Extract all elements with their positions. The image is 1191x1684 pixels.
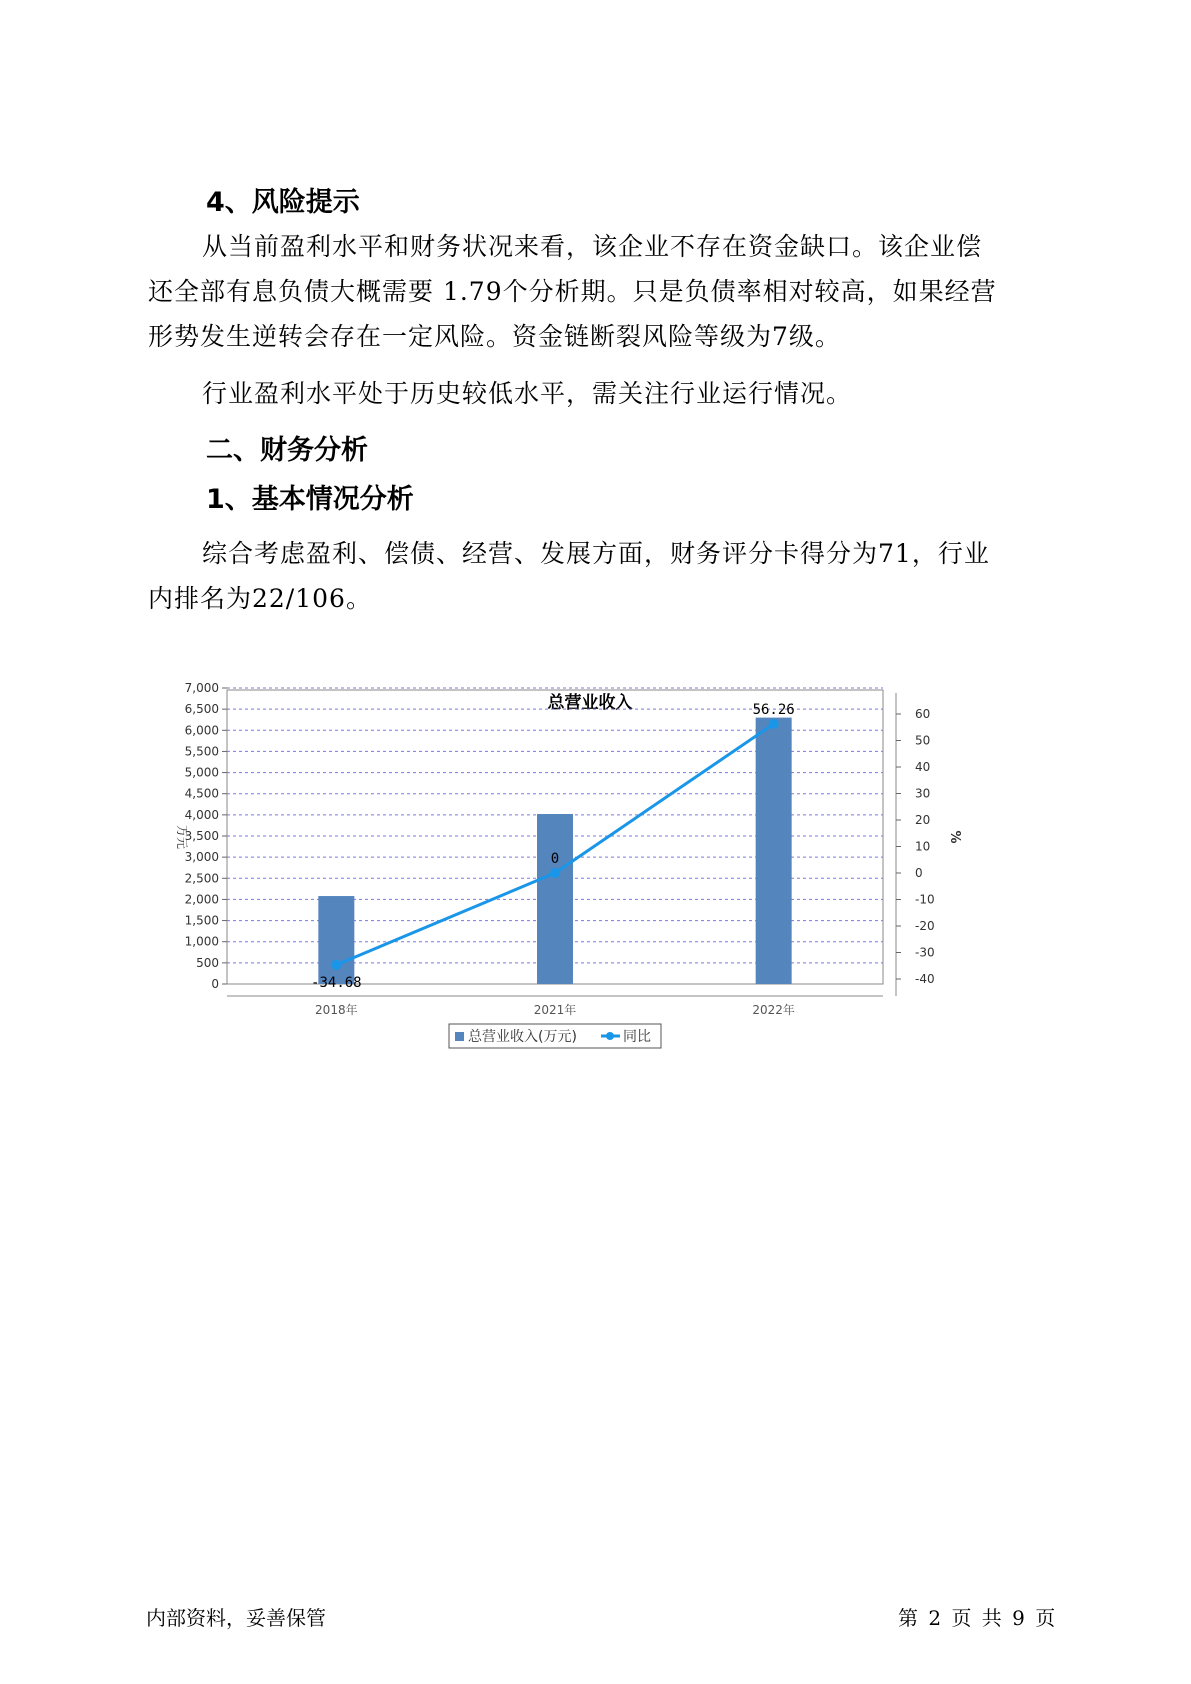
revenue-bar	[318, 896, 354, 984]
yoy-point	[331, 960, 341, 970]
y-tick-label: 5,000	[184, 765, 219, 780]
score-paragraph-line: 内排名为22/106。	[148, 584, 372, 613]
y2-tick-label: 40	[915, 760, 931, 774]
legend-bar-swatch	[455, 1032, 464, 1041]
y-tick-label: 1,500	[184, 913, 219, 928]
y2-tick-label: 10	[915, 839, 931, 854]
y-tick-label: 7,000	[184, 681, 219, 695]
x-tick-label: 2022年	[752, 1003, 795, 1017]
revenue-chart	[170, 680, 990, 1160]
risk-paragraph-line: 还全部有息负债大概需要 1.79个分析期。只是负债率相对较高，如果经营	[148, 277, 997, 306]
x-tick-label: 2021年	[533, 1003, 577, 1017]
footer-page-number: 第 2 页 共 9 页	[898, 1606, 1056, 1630]
risk-paragraph-line: 形势发生逆转会存在一定风险。资金链断裂风险等级为7级。	[148, 322, 841, 351]
y2-tick-label: -10	[915, 892, 935, 907]
y2-tick-label: 50	[915, 733, 931, 748]
footer-confidential-note: 内部资料，妥善保管	[146, 1606, 326, 1630]
y-tick-label: 1,000	[184, 934, 219, 949]
risk-paragraph	[148, 224, 1058, 359]
y2-tick-label: 30	[915, 786, 931, 801]
y-tick-label: 2,500	[184, 871, 219, 886]
risk-paragraph-line: 从当前盈利水平和财务状况来看，该企业不存在资金缺口。该企业偿	[202, 232, 983, 261]
score-paragraph	[148, 531, 1058, 621]
section-heading-financial-analysis: 二、财务分析	[206, 435, 368, 466]
yoy-data-label: 56.26	[752, 701, 795, 718]
industry-paragraph-line: 行业盈利水平处于历史较低水平，需关注行业运行情况。	[202, 379, 853, 408]
yoy-point	[550, 868, 560, 878]
x-tick-label: 2018年	[315, 1003, 358, 1017]
y-tick-label: 500	[196, 955, 219, 970]
revenue-bar	[756, 718, 792, 984]
revenue-bar	[537, 814, 573, 984]
legend-line-marker	[606, 1032, 614, 1040]
y-tick-label: 6,500	[184, 702, 219, 717]
legend-line-label: 同比	[623, 1029, 651, 1045]
y-tick-label: 3,500	[184, 829, 219, 843]
y2-tick-label: 0	[915, 866, 923, 880]
revenue-chart-svg	[170, 680, 990, 1160]
y-tick-label: 6,000	[184, 723, 219, 738]
y2-axis-title: %	[947, 830, 962, 844]
chart-title: 总营业收入	[547, 693, 633, 713]
y2-tick-label: -30	[915, 945, 935, 960]
y2-tick-label: 20	[915, 813, 931, 827]
y-tick-label: 4,000	[184, 807, 219, 822]
subsection-heading-basic-analysis: 1、基本情况分析	[206, 484, 414, 515]
yoy-point	[769, 719, 779, 729]
y2-tick-label: -40	[915, 972, 935, 986]
section-heading-risk: 4、风险提示	[206, 187, 360, 218]
y-tick-label: 5,500	[184, 744, 219, 759]
y2-tick-label: -20	[915, 919, 935, 933]
legend-bar-label: 总营业收入(万元)	[468, 1029, 577, 1045]
y-tick-label: 0	[211, 977, 219, 991]
score-paragraph-line: 综合考虑盈利、偿债、经营、发展方面，财务评分卡得分为71，行业	[202, 539, 990, 568]
y-tick-label: 4,500	[184, 786, 219, 801]
y-axis-title: 万元	[175, 824, 189, 850]
industry-paragraph	[148, 371, 1058, 416]
y2-tick-label: 60	[915, 707, 931, 721]
yoy-data-label: -34.68	[311, 974, 362, 991]
y-tick-label: 2,000	[184, 892, 219, 907]
y-tick-label: 3,000	[184, 850, 219, 865]
yoy-data-label: 0	[550, 851, 560, 867]
